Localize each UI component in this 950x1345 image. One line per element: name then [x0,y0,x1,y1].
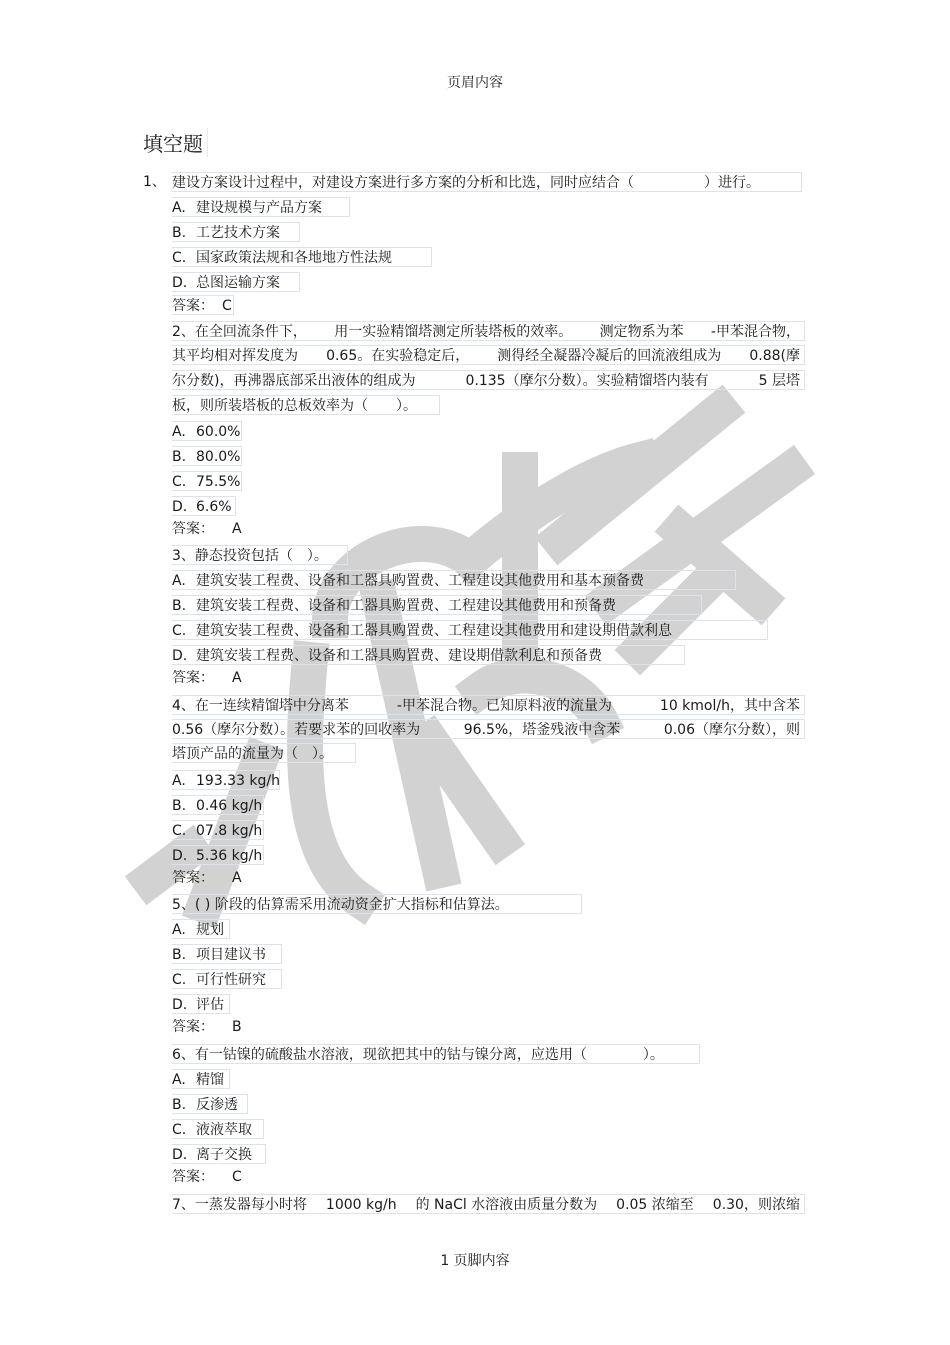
question-2-option-d: D. 6.6% [172,496,236,516]
question-4-answer: 答案： A [172,870,242,886]
question-2-line-2: 其平均相对挥发度为 0.65。在实验稳定后， 测得经全凝器冷凝后的回流液组成为 0.88(摩 [172,345,805,365]
question-5-option-b: B. 项目建议书 [172,944,282,964]
question-1-text: 建设方案设计过程中，对建设方案进行多方案的分析和比选，同时应结合（ ）进行。 [172,172,802,192]
question-2-line-3: 尔分数)，再沸器底部采出液体的组成为 0.135（摩尔分数）。实验精馏塔内装有 5 层塔 [172,370,805,390]
page-header: 页眉内容 [447,75,503,91]
question-6-option-c: C. 液液萃取 [172,1119,264,1139]
question-1-answer: 答案： C [172,295,234,315]
question-1-option-b: B. 工艺技术方案 [172,222,300,242]
section-title: 填空题 [143,128,208,157]
question-6-option-a: A. 精馏 [172,1069,230,1089]
question-5-option-c: C. 可行性研究 [172,969,282,989]
question-4-option-a: A. 193.33 kg/h [172,770,280,790]
question-6-option-d: D. 离子交换 [172,1144,266,1164]
question-4-option-d: D. 5.36 kg/h [172,845,264,865]
question-1-number: 1、 [143,174,166,190]
question-3-option-d: D. 建筑安装工程费、设备和工器具购置费、建设期借款利息和预备费 [172,645,685,665]
question-4-line-1: 4、在一连续精馏塔中分离苯 -甲苯混合物。已知原料液的流量为 10 kmol/h，其中含苯 [172,695,805,715]
question-6-option-b: B. 反渗透 [172,1094,248,1114]
question-6-answer: 答案： C [172,1169,242,1185]
question-4-option-b: B. 0.46 kg/h [172,795,264,815]
question-1-option-d: D. 总图运输方案 [172,272,300,292]
question-4-line-2: 0.56（摩尔分数）。若要求苯的回收率为 96.5%，塔釜残液中含苯 0.06（摩尔分数），则 [172,719,805,739]
question-5-option-d: D. 评估 [172,994,230,1014]
question-3-option-b: B. 建筑安装工程费、设备和工器具购置费、工程建设其他费用和预备费 [172,595,702,615]
question-2-line-4: 板，则所装塔板的总板效率为（ ）。 [172,395,440,415]
question-5-text: 5、( ) 阶段的估算需采用流动资金扩大指标和估算法。 [172,894,582,914]
question-6-text: 6、有一钴镍的硫酸盐水溶液，现欲把其中的钴与镍分离，应选用（ ）。 [172,1044,700,1064]
question-5-answer: 答案： B [172,1019,242,1035]
question-1-option-a: A. 建设规模与产品方案 [172,197,350,217]
question-2-answer: 答案： A [172,521,242,537]
question-2-line-1: 2、在全回流条件下， 用一实验精馏塔测定所装塔板的效率。 测定物系为苯 -甲苯混合物， [172,321,805,341]
question-4-line-3: 塔顶产品的流量为（ ）。 [172,743,356,763]
question-2-option-a: A. 60.0% [172,421,242,441]
question-2-option-c: C. 75.5% [172,471,242,491]
question-1-option-c: C. 国家政策法规和各地地方性法规 [172,247,432,267]
question-2-option-b: B. 80.0% [172,446,242,466]
question-5-option-a: A. 规划 [172,919,230,939]
question-3-answer: 答案： A [172,670,242,686]
question-3-text: 3、静态投资包括（ ）。 [172,545,348,565]
question-3-option-a: A. 建筑安装工程费、设备和工器具购置费、工程建设其他费用和基本预备费 [172,570,736,590]
question-7-line-1: 7、一蒸发器每小时将 1000 kg/h 的 NaCl 水溶液由质量分数为 0.05 浓缩至 0.30，则浓缩 [172,1194,805,1214]
page-footer: 1 页脚内容 [440,1253,510,1269]
question-4-option-c: C. 07.8 kg/h [172,820,264,840]
question-3-option-c: C. 建筑安装工程费、设备和工器具购置费、工程建设其他费用和建设期借款利息 [172,620,768,640]
